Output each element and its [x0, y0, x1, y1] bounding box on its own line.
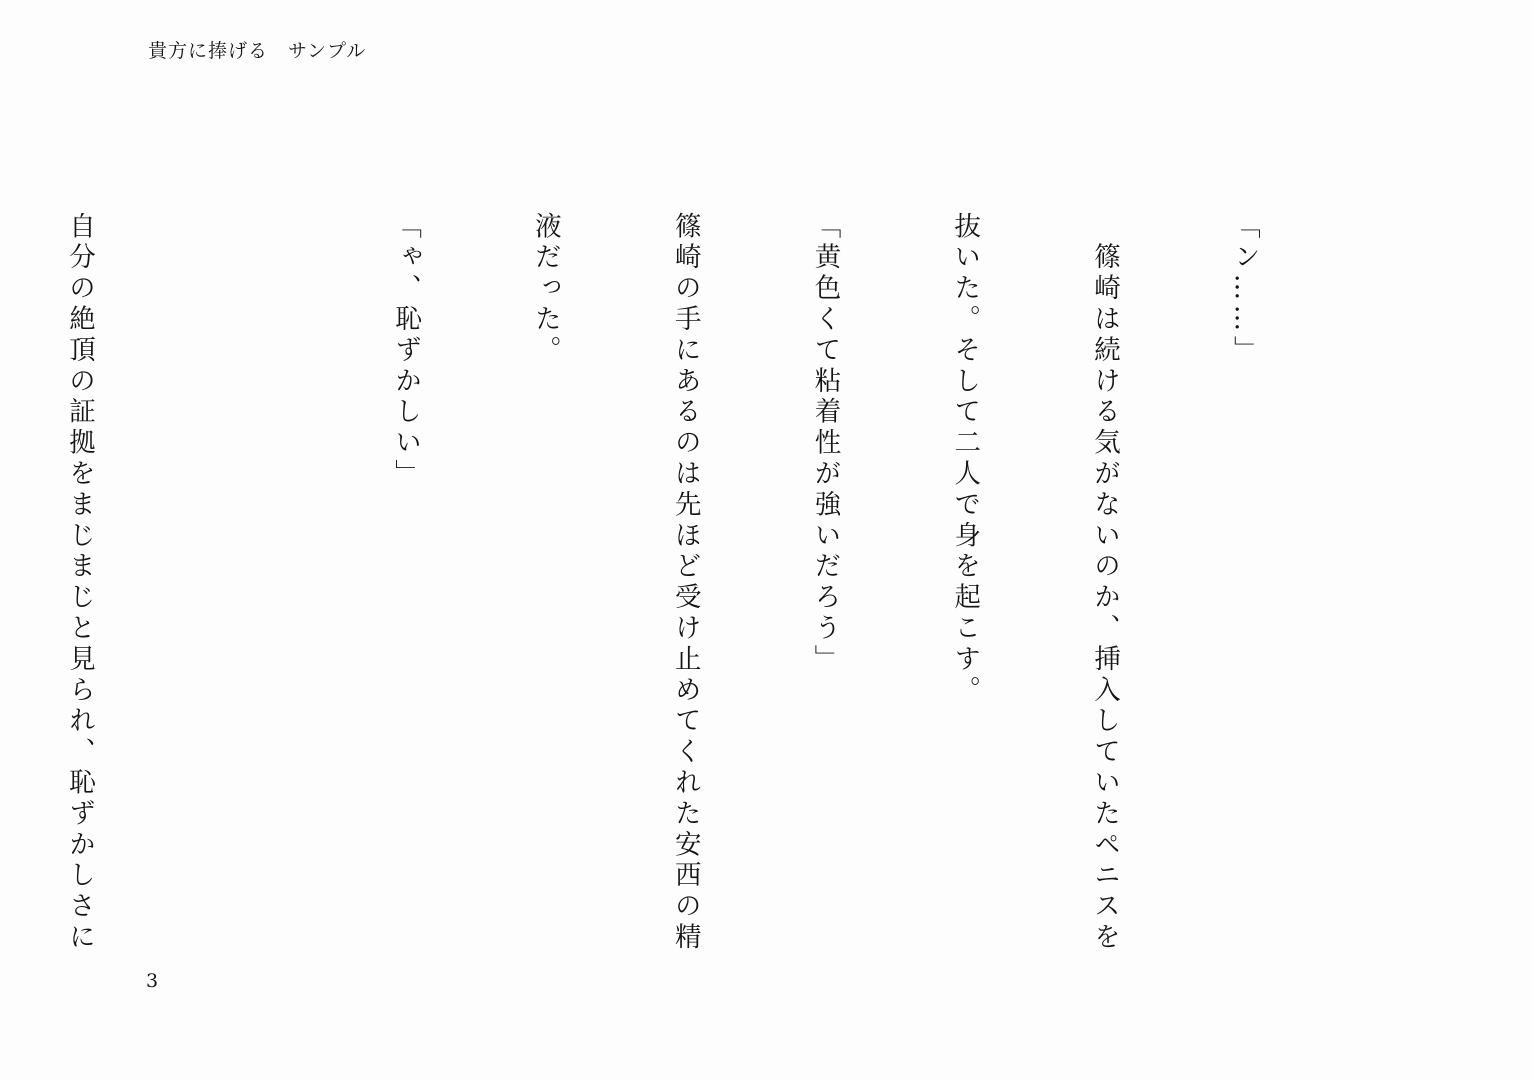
page-number: 3 [146, 970, 159, 992]
text-line: 篠崎の手にあるのは先ほど受け止めてくれた安西の精 [669, 212, 701, 954]
text-line: 液だった。 [529, 212, 561, 367]
vertical-text-body [63, 212, 1360, 954]
text-line: 「ン……」 [1228, 212, 1260, 367]
text-line: 「ゃ、恥ずかしい」 [390, 212, 422, 491]
text-line: 抜いた。そして二人で身を起こす。 [949, 212, 981, 707]
running-header: 貴方に捧げる サンプル [148, 40, 367, 62]
text-line: 「黄色くて粘着性が強いだろう」 [809, 212, 841, 676]
text-line: 自分の絶頂の証拠をまじまじと見られ、恥ずかしさに [63, 212, 95, 954]
text-line: 篠崎は続ける気がないのか、挿入していたペニスを [1089, 212, 1121, 954]
